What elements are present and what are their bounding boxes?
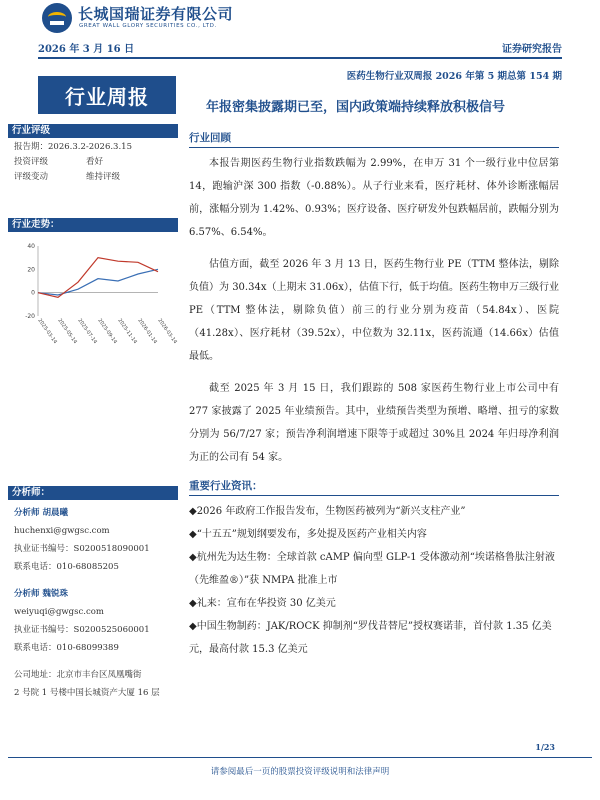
review-section-title: 行业回顾 xyxy=(189,130,559,148)
report-category-box: 行业周报 xyxy=(38,76,176,114)
analyst-phone: 联系电话：010-68085205 xyxy=(14,562,119,572)
chart-y-tick-label: 0 xyxy=(31,289,35,297)
analyst-name: 分析师 魏锐珠 xyxy=(14,589,68,599)
rating-title: 行业评级 xyxy=(8,124,178,138)
footer-divider xyxy=(8,757,592,758)
rating-key: 评级变动 xyxy=(14,172,49,182)
news-item: ◆杭州先为达生物：全球首款 cAMP 偏向型 GLP-1 受体激动剂“埃诺格鲁肽注射液（先维盈®）”获 NMPA 批准上市 xyxy=(189,552,555,586)
analyst-email[interactable]: weiyuqi@gwgsc.com xyxy=(14,607,104,617)
header-divider xyxy=(38,57,562,59)
analyst-title: 分析师： xyxy=(8,486,178,500)
trend-title: 行业走势： xyxy=(8,218,178,232)
rating-key: 投资评级 xyxy=(14,157,49,167)
analyst-phone: 联系电话：010-68099389 xyxy=(14,643,119,653)
report-series: 医药生物行业双周报 2026 年第 5 期总第 154 期 xyxy=(346,71,562,82)
chart-x-tick-label: 2025-05-14 xyxy=(56,317,78,345)
company-address: 2 号院 1 号楼中国长城资产大厦 16 层 xyxy=(14,688,160,698)
news-item: ◆2026 年政府工作报告发布，生物医药被列为“新兴支柱产业” xyxy=(189,506,466,517)
trend-section xyxy=(8,218,178,232)
chart-x-tick-label: 2026-01-14 xyxy=(136,317,158,345)
rating-row xyxy=(8,155,178,170)
analyst-name: 分析师 胡晨曦 xyxy=(14,508,68,518)
rating-row xyxy=(8,170,178,185)
chart-y-tick-label: -20 xyxy=(25,313,35,320)
chart-x-tick-label: 2025-03-14 xyxy=(36,317,58,345)
report-type: 证券研究报告 xyxy=(502,44,562,55)
analyst-cert: 执业证书编号：S0200518090001 xyxy=(14,544,150,554)
review-paragraph: 截至 2025 年 3 月 15 日，我们跟踪的 508 家医药生物行业上市公司中有 277 家披露了 2025 年业绩预告。其中，业绩预告类型为预增、略增、扭亏的家数分别为 56/7/27 家；预告净利润增速下限等于或超过 30%且 2024 年归母净利润为正的公司有 54 家。 xyxy=(189,383,559,463)
news-section-title: 重要行业资讯： xyxy=(189,478,559,496)
news-item: ◆“十五五”规划纲要发布，多处提及医药产业相关内容 xyxy=(189,529,427,540)
rating-value: 维持评级 xyxy=(86,172,121,182)
chart-y-tick-label: 20 xyxy=(27,266,35,274)
news-item: ◆中国生物制药：JAK/ROCK 抑制剂“罗伐昔替尼”授权赛诺菲，首付款 1.35 亿美元，最高付款 15.3 亿美元 xyxy=(189,621,552,655)
chart-series-line xyxy=(38,258,158,298)
chart-x-tick-label: 2025-09-14 xyxy=(96,317,118,345)
chart-x-tick-label: 2025-11-14 xyxy=(116,317,138,345)
footer-disclaimer: 请参阅最后一页的股票投资评级说明和法律声明 xyxy=(210,767,390,777)
chart-x-tick-label: 2025-07-14 xyxy=(76,317,98,345)
report-header xyxy=(0,0,600,66)
trend-chart xyxy=(16,238,178,354)
analyst-email[interactable]: huchenxi@gwgsc.com xyxy=(14,526,110,536)
news-item: ◆礼来：宣布在华投资 30 亿美元 xyxy=(189,598,336,609)
company-name-en: GREAT WALL GLORY SECURITIES CO., LTD. xyxy=(79,23,217,29)
report-date: 2026 年 3 月 16 日 xyxy=(38,44,135,55)
rating-section xyxy=(8,124,178,185)
report-period: 报告期：2026.3.2-2026.3.15 xyxy=(14,142,132,152)
chart-series-line xyxy=(38,269,158,295)
company-logo-icon xyxy=(42,3,72,33)
chart-y-tick-label: 40 xyxy=(27,243,35,250)
rating-value: 看好 xyxy=(86,157,104,167)
review-paragraph: 估值方面，截至 2026 年 3 月 13 日，医药生物行业 PE（TTM 整体法，剔除负值）为 30.34x（上期末 31.06x），估值下行，低于均值。医药生物申万三级行业 PE（TTM 整体法，剔除负值）前三的行业分别为疫苗（54.84x）、医院（41.28x）、医疗耗材（39.52x），中位数为 32.11x，医药流通（14.66x）估值最低。 xyxy=(189,259,559,362)
company-address: 公司地址：北京市丰台区凤凰嘴街 xyxy=(14,670,142,680)
page-number: 1/23 xyxy=(535,742,555,752)
chart-x-tick-label: 2026-03-14 xyxy=(156,317,178,345)
report-headline: 年报密集披露期已至，国内政策端持续释放积极信号 xyxy=(206,100,506,115)
main-content xyxy=(189,130,559,661)
analyst-section xyxy=(8,486,178,701)
company-name-cn: 长城国瑞证券有限公司 xyxy=(78,5,234,23)
review-paragraph: 本报告期医药生物行业指数跌幅为 2.99%，在申万 31 个一级行业中位居第 14，跑输沪深 300 指数（-0.88%）。从子行业来看，医疗耗材、体外诊断涨幅居前，涨幅分别为 1.42%、0.93%；医疗设备、医疗研发外包跌幅居前，跌幅分别为 6.57%、6.54%。 xyxy=(189,158,559,238)
analyst-cert: 执业证书编号：S0200525060001 xyxy=(14,625,150,635)
